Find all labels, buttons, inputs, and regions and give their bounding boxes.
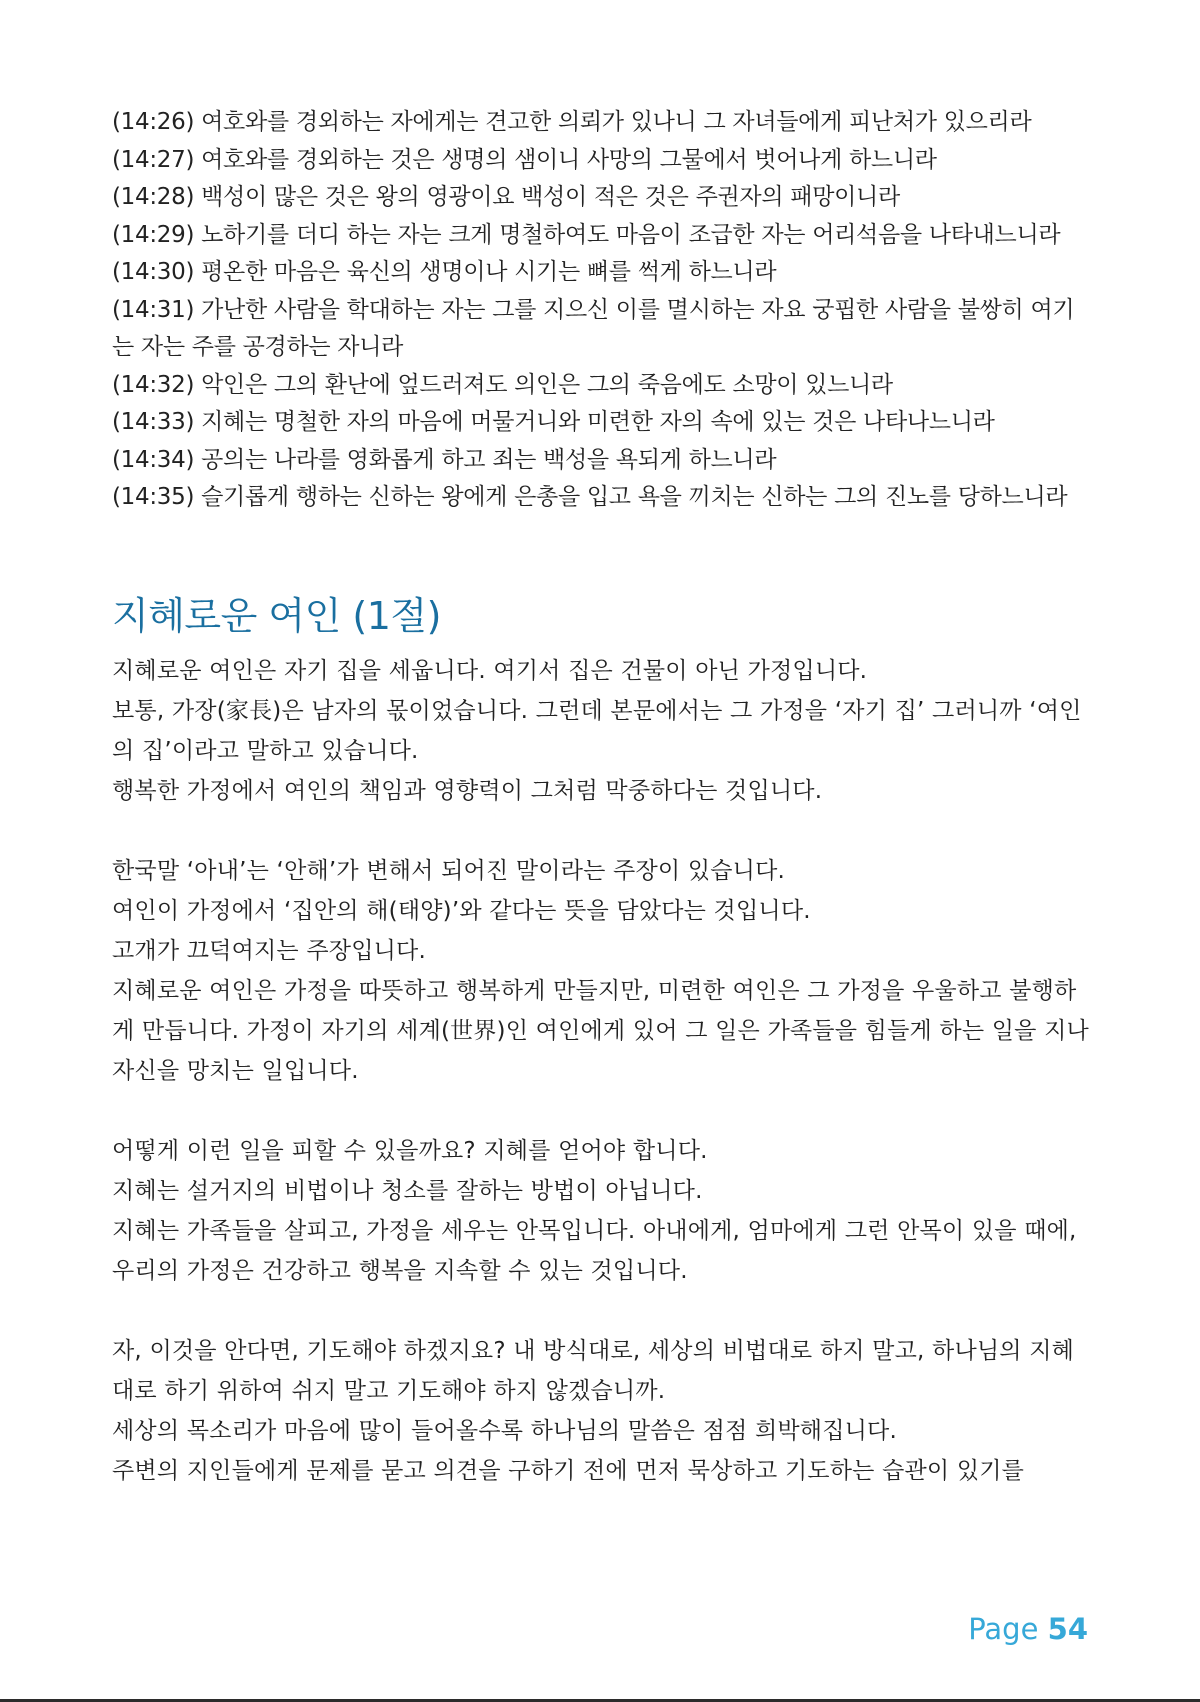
- paragraph: 자, 이것을 안다면, 기도해야 하겠지요? 내 방식대로, 세상의 비법대로 하지 말고, 하나님의 지혜대로 하기 위하여 쉬지 말고 기도해야 하지 않겠습니까.: [112, 1337, 1075, 1404]
- paragraph: 행복한 가정에서 여인의 책임과 영향력이 그처럼 막중하다는 것입니다.: [112, 777, 823, 804]
- verse: (14:27) 여호와를 경외하는 것은 생명의 샘이니 사망의 그물에서 벗어나게 하느니라: [112, 146, 937, 173]
- verse: (14:34) 공의는 나라를 영화롭게 하고 죄는 백성을 욕되게 하느니라: [112, 446, 777, 473]
- verse: (14:32) 악인은 그의 환난에 엎드러져도 의인은 그의 죽음에도 소망이 있느니라: [112, 371, 893, 398]
- paragraph-gap: [112, 1291, 1092, 1331]
- paragraph: 주변의 지인들에게 문제를 묻고 의견을 구하기 전에 먼저 묵상하고 기도하는 습관이 있기를: [112, 1457, 1025, 1484]
- paragraph: 한국말 ‘아내’는 ‘안해’가 변해서 되어진 말이라는 주장이 있습니다.: [112, 857, 786, 884]
- paragraph: 지혜로운 여인은 가정을 따뜻하고 행복하게 만들지만, 미련한 여인은 그 가정을 우울하고 불행하게 만듭니다. 가정이 자기의 세계(世界)인 여인에게 있어 그 일은 가족들을 힘들게 하는 일을 지나 자신을 망치는 일입니다.: [112, 977, 1089, 1084]
- verse-list: [112, 104, 1092, 517]
- verse: (14:30) 평온한 마음은 육신의 생명이나 시기는 뼈를 썩게 하느니라: [112, 259, 777, 285]
- paragraph: 세상의 목소리가 마음에 많이 들어올수록 하나님의 말씀은 점점 희박해집니다.: [112, 1417, 897, 1444]
- page-number: [968, 1612, 1088, 1646]
- section-title: 지혜로운 여인 (1절): [112, 593, 441, 638]
- paragraph: 지혜는 가족들을 살피고, 가정을 세우는 안목입니다. 아내에게, 엄마에게 그런 안목이 있을 때에, 우리의 가정은 건강하고 행복을 지속할 수 있는 것입니다.: [112, 1217, 1077, 1284]
- paragraph: 고개가 끄덕여지는 주장입니다.: [112, 937, 426, 964]
- document-page: [112, 104, 1092, 1491]
- page-label: Page: [968, 1612, 1039, 1646]
- verse: (14:31) 가난한 사람을 학대하는 자는 그를 지으신 이를 멸시하는 자요 궁핍한 사람을 불쌍히 여기는 자는 주를 공경하는 자니라: [112, 296, 1075, 360]
- section-body: [112, 651, 1092, 1491]
- paragraph-gap: [112, 1091, 1092, 1131]
- paragraph: 여인이 가정에서 ‘집안의 해(태양)’와 같다는 뜻을 담았다는 것입니다.: [112, 897, 811, 924]
- verse: (14:29) 노하기를 더디 하는 자는 크게 명철하여도 마음이 조급한 자는 어리석음을 나타내느니라: [112, 221, 1061, 248]
- page-number-value: 54: [1047, 1612, 1088, 1646]
- verse: (14:26) 여호와를 경외하는 자에게는 견고한 의뢰가 있나니 그 자녀들에게 피난처가 있으리라: [112, 109, 1032, 135]
- paragraph: 지혜로운 여인은 자기 집을 세웁니다. 여기서 집은 건물이 아닌 가정입니다.: [112, 657, 868, 684]
- verse: (14:35) 슬기롭게 행하는 신하는 왕에게 은총을 입고 욕을 끼치는 신하는 그의 진노를 당하느니라: [112, 484, 1068, 510]
- paragraph: 지혜는 설거지의 비법이나 청소를 잘하는 방법이 아닙니다.: [112, 1177, 703, 1204]
- verse: (14:33) 지혜는 명철한 자의 마음에 머물거니와 미련한 자의 속에 있는 것은 나타나느니라: [112, 409, 995, 435]
- paragraph-gap: [112, 811, 1092, 851]
- paragraph: 보통, 가장(家長)은 남자의 몫이었습니다. 그런데 본문에서는 그 가정을 ‘자기 집’ 그러니까 ‘여인의 집’이라고 말하고 있습니다.: [112, 697, 1082, 764]
- paragraph: 어떻게 이런 일을 피할 수 있을까요? 지혜를 얻어야 합니다.: [112, 1137, 708, 1164]
- verse: (14:28) 백성이 많은 것은 왕의 영광이요 백성이 적은 것은 주권자의 패망이니라: [112, 184, 900, 210]
